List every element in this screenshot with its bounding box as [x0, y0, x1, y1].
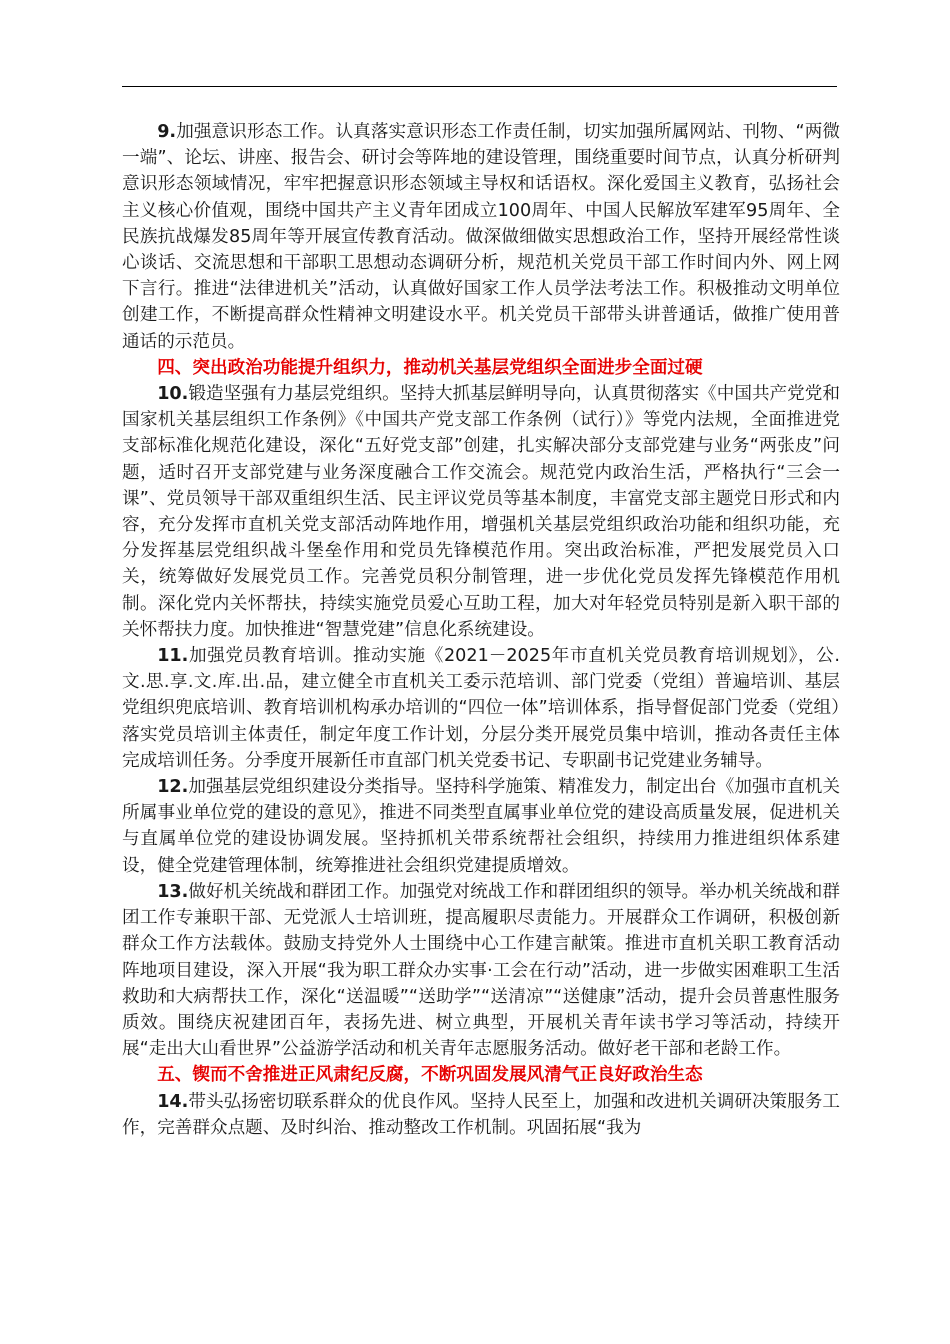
paragraph-item-13	[122, 879, 840, 1062]
section-heading-5: 五、锲而不舍推进正风肃纪反腐，不断巩固发展风清气正良好政治生态	[157, 1065, 703, 1086]
item-number: 12.	[157, 777, 189, 798]
paragraph-text: 带头弘扬密切联系群众的优良作风。坚持人民至上，加强和改进机关调研决策服务工作，完善群众点题、及时纠治、推动整改工作机制。巩固拓展“我为	[122, 1091, 840, 1138]
paragraph-item-11	[122, 643, 840, 774]
paragraph-item-9	[122, 119, 840, 355]
item-number: 14.	[157, 1091, 189, 1112]
paragraph-text: 加强意识形态工作。认真落实意识形态工作责任制，切实加强所属网站、刊物、“两微一端”、论坛、讲座、报告会、研讨会等阵地的建设管理，围绕重要时间节点，认真分析研判意识形态领域情况，牢牢把握意识形态领域主导权和话语权。深化爱国主义教育，弘扬社会主义核心价值观，围绕中国共产主义青年团成立100周年、中国人民解放军建军95周年、全民族抗战爆发85周年等开展宣传教育活动。做深做细做实思想政治工作，坚持开展经常性谈心谈话、交流思想和干部职工思想动态调研分析，规范机关党员干部工作时间内外、网上网下言行。推进“法律进机关”活动，认真做好国家工作人员学法考法工作。积极推动文明单位创建工作，不断提高群众性精神文明建设水平。机关党员干部带头讲普通话，做推广使用普通话的示范员。	[122, 122, 840, 352]
paragraph-text: 锻造坚强有力基层党组织。坚持大抓基层鲜明导向，认真贯彻落实《中国共产党党和国家机关基层组织工作条例》《中国共产党支部工作条例（试行）》等党内法规，全面推进党支部标准化规范化建设，深化“五好党支部”创建，扎实解决部分支部党建与业务“两张皮”问题，适时召开支部党建与业务深度融合工作交流会。规范党内政治生活，严格执行“三会一课”、党员领导干部双重组织生活、民主评议党员等基本制度，丰富党支部主题党日形式和内容，充分发挥市直机关党支部活动阵地作用，增强机关基层党组织政治功能和组织功能，充分发挥基层党组织战斗堡垒作用和党员先锋模范作用。突出政治标准，严把发展党员入口关，统筹做好发展党员工作。完善党员积分制管理，进一步优化党员发挥先锋模范作用机制。深化党内关怀帮扶，持续实施党员爱心互助工程，加大对年轻党员特别是新入职干部的关怀帮扶力度。加快推进“智慧党建”信息化系统建设。	[122, 384, 840, 640]
header-rule	[122, 86, 837, 87]
paragraph-text: 加强党员教育培训。推动实施《2021－2025年市直机关党员教育培训规划》，公.文.思.享.文.库.出.品，建立健全市直机关工委示范培训、部门党委（党组）普遍培训、基层党组织兜底培训、教育培训机构承办培训的“四位一体”培训体系，指导督促部门党委（党组）落实党员培训主体责任，制定年度工作计划，分层分类开展党员集中培训，推动各责任主体完成培训任务。分季度开展新任市直部门机关党委书记、专职副书记党建业务辅导。	[122, 646, 840, 771]
item-number: 9.	[157, 122, 177, 142]
paragraph-item-12	[122, 774, 840, 879]
section-heading-4: 四、突出政治功能提升组织力，推动机关基层党组织全面进步全面过硬	[157, 357, 703, 378]
item-number: 13.	[157, 881, 189, 902]
paragraph-item-14	[122, 1089, 840, 1141]
item-number: 11.	[157, 646, 189, 667]
paragraph-text: 加强基层党组织建设分类指导。坚持科学施策、精准发力，制定出台《加强市直机关所属事业单位党的建设的意见》，推进不同类型直属事业单位党的建设高质量发展，促进机关与直属单位党的建设协调发展。坚持抓机关带系统帮社会组织，持续用力推进组织体系建设，健全党建管理体制，统筹推进社会组织党建提质增效。	[122, 777, 840, 876]
document-body	[122, 119, 840, 1141]
paragraph-item-10	[122, 381, 840, 643]
item-number: 10.	[157, 384, 189, 405]
paragraph-text: 做好机关统战和群团工作。加强党对统战工作和群团组织的领导。举办机关统战和群团工作专兼职干部、无党派人士培训班，提高履职尽责能力。开展群众工作调研，积极创新群众工作方法载体。鼓励支持党外人士围绕中心工作建言献策。推进市直机关职工教育活动阵地项目建设，深入开展“我为职工群众办实事·工会在行动”活动，进一步做实困难职工生活救助和大病帮扶工作，深化“送温暖”“送助学”“送清凉”“送健康”活动，提升会员普惠性服务质效。围绕庆祝建团百年，表扬先进、树立典型，开展机关青年读书学习等活动，持续开展“走出大山看世界”公益游学活动和机关青年志愿服务活动。做好老干部和老龄工作。	[122, 881, 840, 1060]
